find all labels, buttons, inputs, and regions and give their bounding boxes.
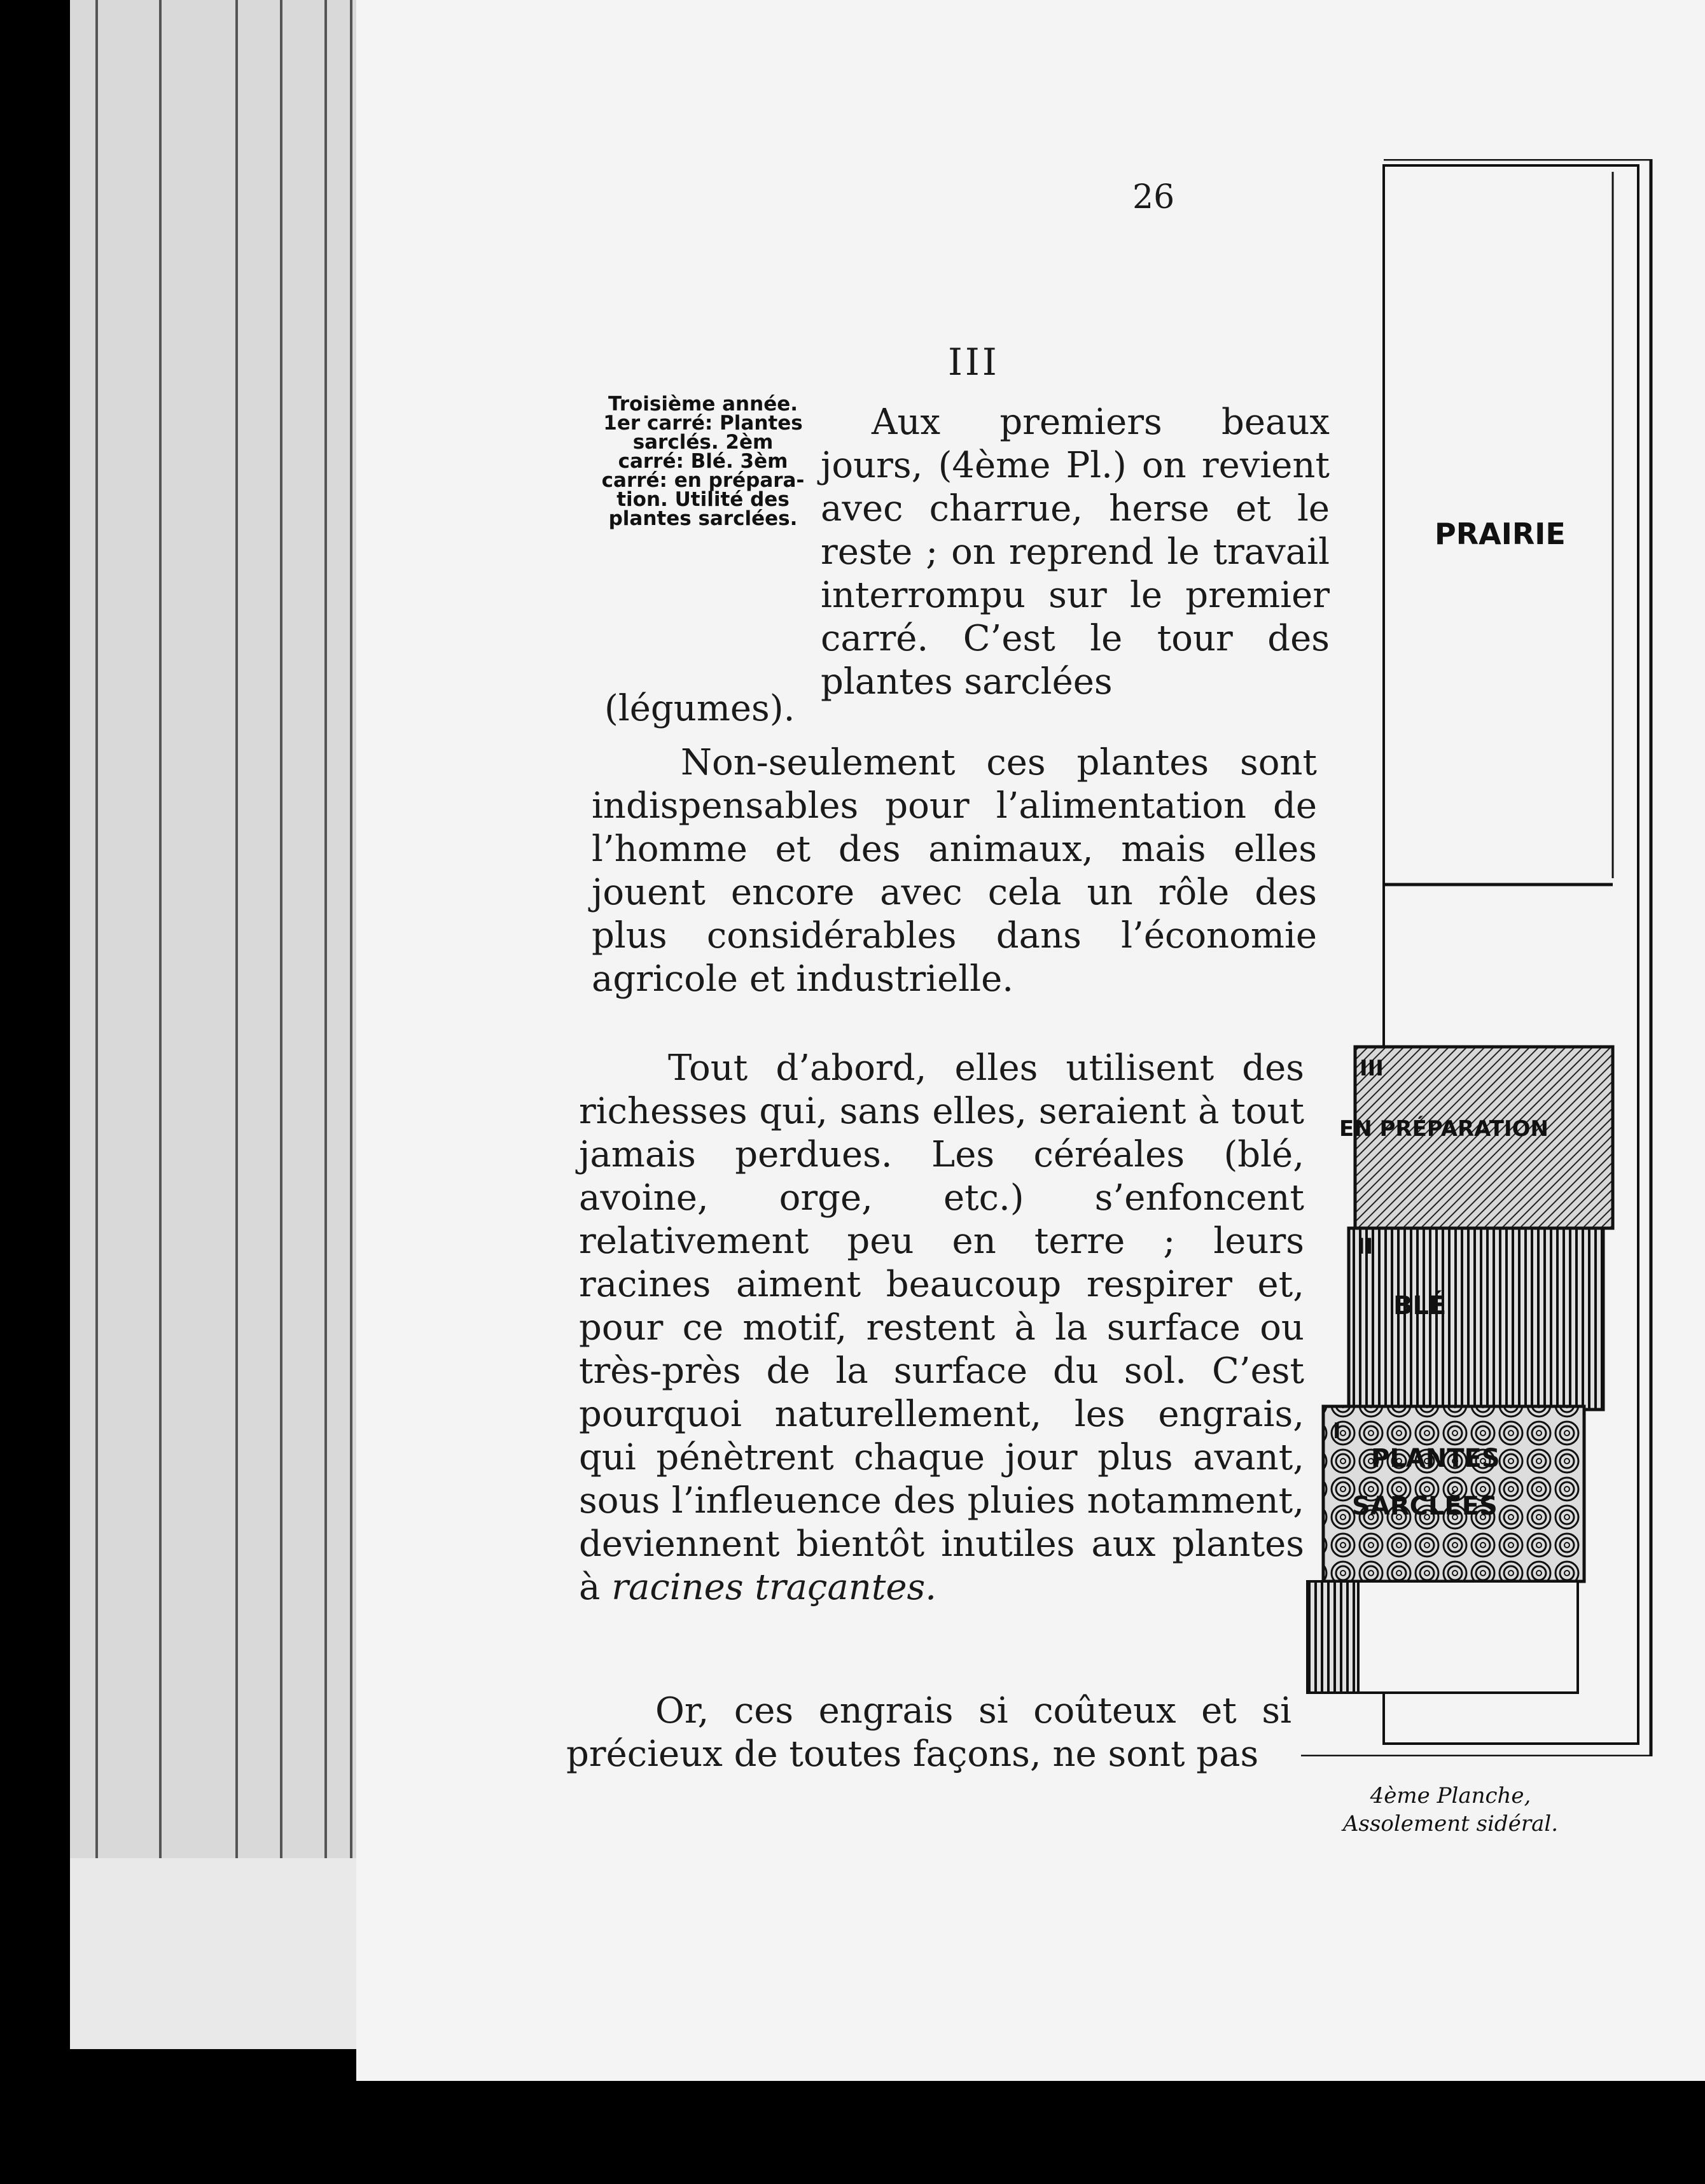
paragraph-3: [579, 1047, 1304, 1609]
plate-caption: [1323, 1782, 1578, 1838]
paragraph-3-text: Tout d’abord, elles utilisent des richesses qui, sans elles, seraient à tout jamais perdues. Les céréales (blé, avoine, orge, etc.) s’enfoncent relativement peu en terre ; leurs racines aiment beaucoup respirer et, pour ce motif, restent à la surface ou très-près de la surface du sol. C’est pourquoi naturellement, les engrais, qui pénètrent chaque jour plus avant, sous l’infleuence des pluies notamment, deviennent bientôt inutiles aux plantes à: [579, 1047, 1304, 1608]
paragraph-4: Or, ces engrais si coûteux et si précieux de toutes façons, ne sont pas: [566, 1690, 1291, 1775]
prep-numeral: III: [1360, 1056, 1384, 1081]
section-heading: III: [948, 340, 999, 384]
ble-numeral: II: [1357, 1234, 1374, 1259]
caption-line-2: Assolement sidéral.: [1342, 1811, 1559, 1837]
paragraph-1: Aux premiers beaux jours, (4ème Pl.) on revient avec charrue, herse et le reste ; on reprend le travail interrompu sur le premier carré. C’est le tour des plantes sarclées: [821, 402, 1330, 703]
prairie-label: PRAIRIE: [1435, 517, 1566, 551]
plot-small-hatched: [1307, 1581, 1358, 1693]
paragraph-3-italic: racines traçantes.: [611, 1567, 937, 1608]
rotation-diagram: [1301, 159, 1657, 1756]
plot-ble: [1349, 1228, 1603, 1410]
paragraph-2: Non-seulement ces plantes sont indispensables pour l’alimentation de l’homme et des animaux, mais elles jouent encore avec cela un rôle des plus considérables dans l’économie agricole et industrielle.: [592, 742, 1317, 1000]
prep-label: EN PRÉPARATION: [1339, 1116, 1549, 1142]
margin-note: Troisième année. 1er carré: Plantes sarclés. 2èm carré: Blé. 3èm carré: en prépara-tion. Utilité des plantes sarclées.: [601, 393, 805, 530]
plantes-label-1: PLANTES: [1371, 1444, 1500, 1473]
plot-small-blank: [1358, 1581, 1578, 1693]
plantes-numeral: I: [1333, 1418, 1341, 1444]
caption-line-1: 4ème Planche,: [1370, 1783, 1531, 1809]
plot-blank: [1385, 888, 1611, 1047]
page-number: 26: [1132, 178, 1175, 216]
paragraph-1-end: (légumes).: [604, 688, 795, 729]
ble-label: BLÉ: [1393, 1291, 1447, 1320]
plantes-label-2: SARCLÉES: [1352, 1492, 1498, 1521]
